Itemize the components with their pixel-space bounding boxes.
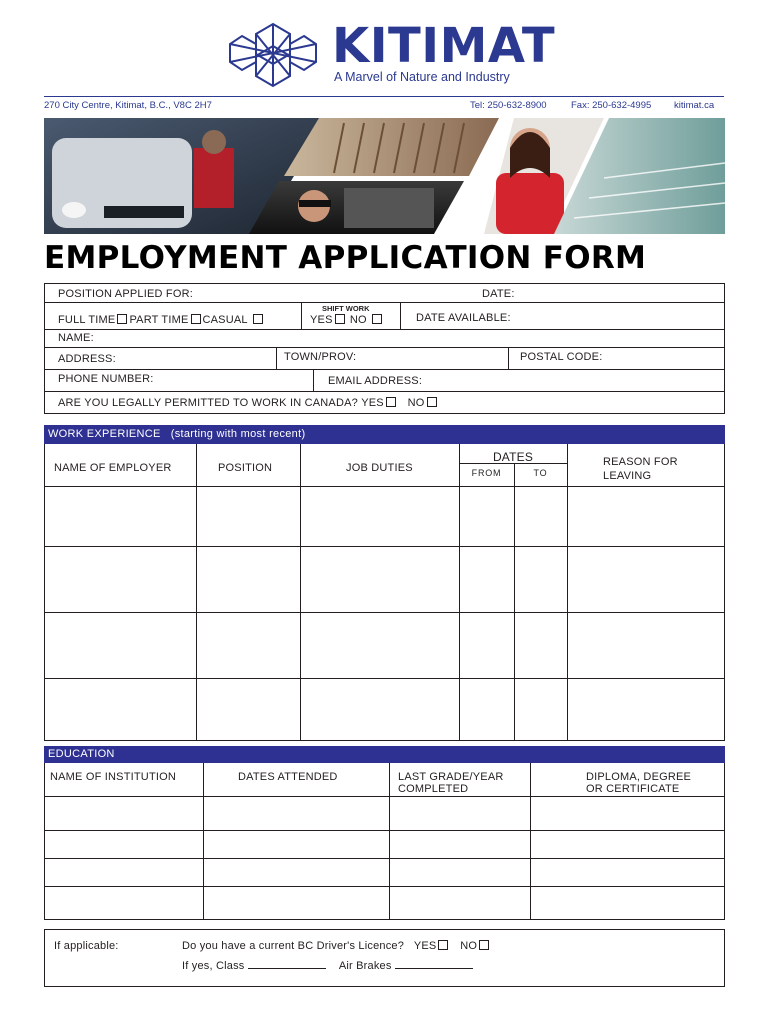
employment-type-row [58, 314, 265, 326]
shift-yes-label: YES [310, 314, 333, 326]
col-job-duties: JOB DUTIES [346, 462, 413, 474]
shift-work-label: SHIFT WORK [322, 304, 370, 313]
phone-label: PHONE NUMBER: [58, 373, 154, 385]
casual-checkbox[interactable] [253, 314, 263, 324]
col-last-grade-line2: COMPLETED [398, 783, 469, 795]
col-position: POSITION [218, 462, 273, 474]
col-reason-line1: REASON FOR [603, 456, 678, 468]
shift-work-options [310, 314, 384, 326]
education-title: EDUCATION [48, 748, 115, 760]
permit-no-label: NO [407, 397, 425, 409]
air-brakes-input-line[interactable] [395, 961, 473, 969]
class-label: If yes, Class [182, 960, 245, 972]
date-available-label: DATE AVAILABLE: [416, 312, 511, 324]
col-last-grade-line1: LAST GRADE/YEAR [398, 771, 504, 783]
col-from: FROM [471, 468, 502, 478]
work-experience-title: WORK EXPERIENCE [48, 428, 161, 440]
email-label: EMAIL ADDRESS: [328, 375, 423, 387]
full-time-checkbox[interactable] [117, 314, 127, 324]
part-time-label: PART TIME [129, 314, 189, 326]
shift-no-checkbox[interactable] [372, 314, 382, 324]
permit-yes-label: YES [361, 397, 384, 409]
postal-code-label: POSTAL CODE: [520, 351, 603, 363]
air-brakes-label: Air Brakes [338, 960, 392, 972]
photo-banner [44, 118, 725, 234]
col-dates-attended: DATES ATTENDED [238, 771, 338, 783]
licence-no-checkbox[interactable] [479, 940, 489, 950]
fax: Fax: 250-632-4995 [571, 100, 652, 111]
casual-label: CASUAL [202, 314, 248, 326]
address-label: ADDRESS: [58, 353, 116, 365]
website: kitimat.ca [674, 100, 715, 111]
col-to: TO [533, 468, 548, 478]
col-dates: DATES [492, 450, 534, 464]
town-prov-label: TOWN/PROV: [284, 351, 357, 363]
office-address: 270 City Centre, Kitimat, B.C., V8C 2H7 [44, 100, 212, 111]
col-reason-line2: LEAVING [603, 470, 652, 482]
telephone: Tel: 250-632-8900 [470, 100, 547, 111]
col-institution: NAME OF INSTITUTION [50, 771, 177, 783]
full-time-label: FULL TIME [58, 314, 116, 326]
woman-red-shirt [496, 173, 564, 234]
licence-yes-label: YES [413, 940, 437, 952]
permit-yes-checkbox[interactable] [386, 397, 396, 407]
licence-yes-checkbox[interactable] [438, 940, 448, 950]
work-permit-question: ARE YOU LEGALLY PERMITTED TO WORK IN CANADA? [58, 397, 358, 409]
if-applicable-label: If applicable: [54, 940, 119, 952]
permit-no-checkbox[interactable] [427, 397, 437, 407]
name-label: NAME: [58, 332, 94, 344]
licence-no-label: NO [460, 940, 478, 952]
brand-name: KITIMAT [332, 18, 556, 74]
col-diploma-line2: OR CERTIFICATE [586, 783, 680, 795]
brand-tagline: A Marvel of Nature and Industry [334, 70, 510, 84]
work-experience-header [44, 425, 725, 444]
col-employer: NAME OF EMPLOYER [54, 462, 172, 474]
position-applied-label: POSITION APPLIED FOR: [58, 288, 194, 300]
part-time-checkbox[interactable] [191, 314, 201, 324]
snowflake-logo-icon [228, 22, 318, 88]
header-divider [44, 96, 724, 97]
col-diploma-line1: DIPLOMA, DEGREE [586, 771, 692, 783]
shift-no-label: NO [349, 314, 367, 326]
licence-row [182, 940, 491, 952]
drivers-licence-section [44, 929, 725, 987]
form-title: EMPLOYMENT APPLICATION FORM [44, 240, 647, 276]
work-experience-table [44, 444, 725, 741]
work-experience-subtitle: (starting with most recent) [170, 428, 306, 440]
worker-red-shirt [194, 148, 234, 208]
class-input-line[interactable] [248, 961, 326, 969]
shift-yes-checkbox[interactable] [335, 314, 345, 324]
licence-question: Do you have a current BC Driver's Licence? [182, 940, 405, 952]
date-label: DATE: [482, 288, 515, 300]
education-header [44, 746, 725, 763]
work-permit-row [58, 397, 439, 409]
class-row [182, 960, 473, 972]
library-photo [284, 118, 499, 176]
